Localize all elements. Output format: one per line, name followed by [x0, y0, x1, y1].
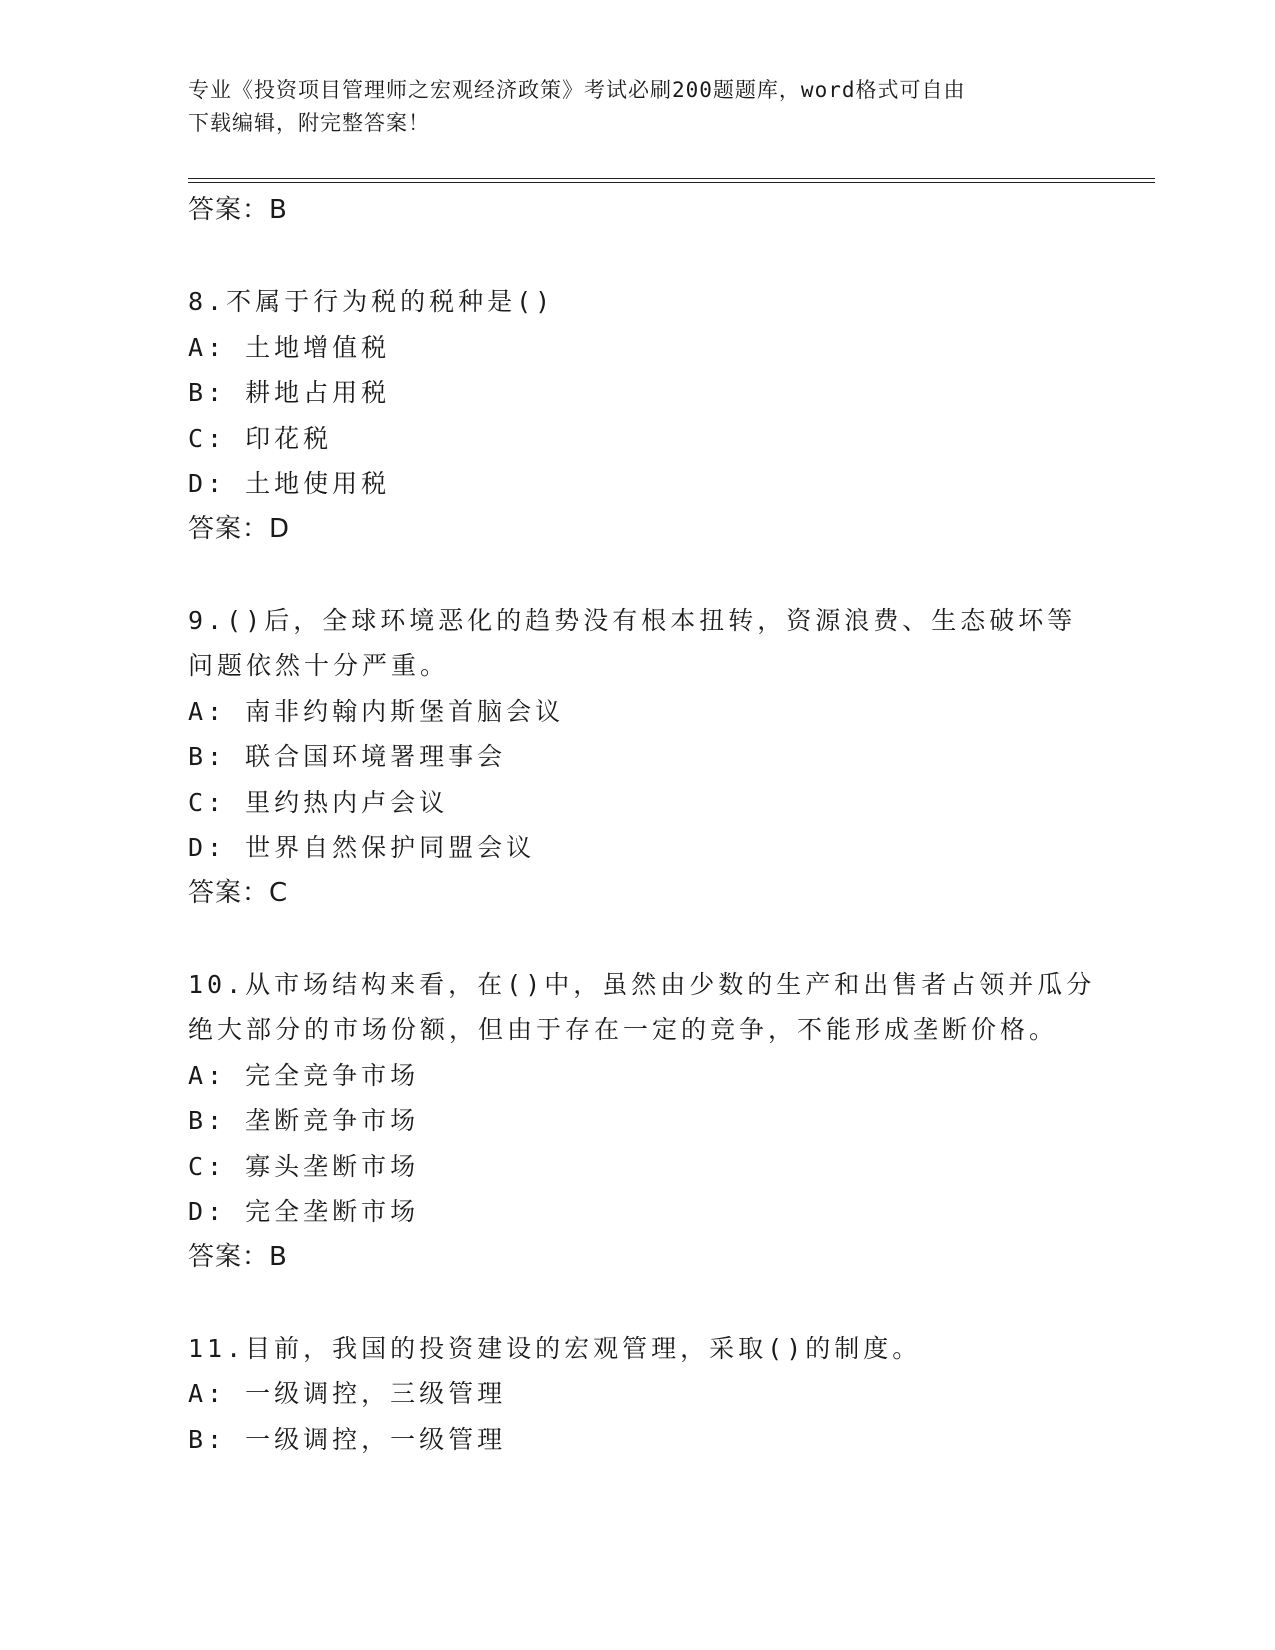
document-header — [188, 74, 1088, 140]
spacer — [188, 234, 1088, 280]
question-text: 绝大部分的市场份额，但由于存在一定的竞争，不能形成垄断价格。 — [188, 1015, 1059, 1044]
option-a: A: 土地增值税 — [188, 332, 391, 362]
question-list — [188, 188, 1096, 1462]
question-text: 9.()后，全球环境恶化的趋势没有根本扭转，资源浪费、生态破坏等 — [188, 605, 1077, 635]
spacer — [188, 1280, 1088, 1326]
question-8 — [188, 279, 1088, 552]
question-text: 10.从市场结构来看，在()中，虽然由少数的生产和出售者占领并瓜分 — [188, 969, 1096, 999]
header-line-1: 专业《投资项目管理师之宏观经济政策》考试必刷200题题库，word格式可自由 — [188, 78, 966, 102]
option-c: C: 寡头垄断市场 — [188, 1151, 420, 1181]
answer: 答案：C — [188, 877, 289, 908]
question-text: 11.目前，我国的投资建设的宏观管理，采取()的制度。 — [188, 1333, 922, 1363]
option-a: A: 一级调控，三级管理 — [188, 1379, 507, 1408]
answer: 答案：D — [188, 513, 291, 544]
question-9 — [188, 598, 1088, 917]
option-c: C: 印花税 — [188, 423, 333, 453]
option-b: B: 耕地占用税 — [188, 378, 391, 407]
option-a: A: 完全竞争市场 — [188, 1060, 420, 1090]
option-d: D: 世界自然保护同盟会议 — [188, 833, 536, 862]
spacer — [188, 552, 1088, 598]
header-rule-bottom — [188, 182, 1155, 183]
question-text: 问题依然十分严重。 — [188, 651, 450, 680]
question-text: 8.不属于行为税的税种是() — [188, 287, 555, 316]
option-b: B: 一级调控，一级管理 — [188, 1424, 507, 1454]
option-a: A: 南非约翰内斯堡首脑会议 — [188, 696, 565, 726]
spacer — [188, 916, 1088, 962]
header-line-2: 下载编辑，附完整答案！ — [188, 111, 430, 135]
option-c: C: 里约热内卢会议 — [188, 787, 449, 817]
option-d: D: 土地使用税 — [188, 469, 391, 498]
option-b: B: 联合国环境署理事会 — [188, 742, 507, 771]
question-11 — [188, 1326, 1088, 1463]
answer-prev: 答案：B — [188, 195, 288, 225]
question-10 — [188, 962, 1096, 1281]
option-d: D: 完全垄断市场 — [188, 1197, 420, 1226]
header-rule-top — [188, 178, 1155, 179]
answer: 答案：B — [188, 1241, 288, 1272]
option-b: B: 垄断竞争市场 — [188, 1106, 420, 1135]
